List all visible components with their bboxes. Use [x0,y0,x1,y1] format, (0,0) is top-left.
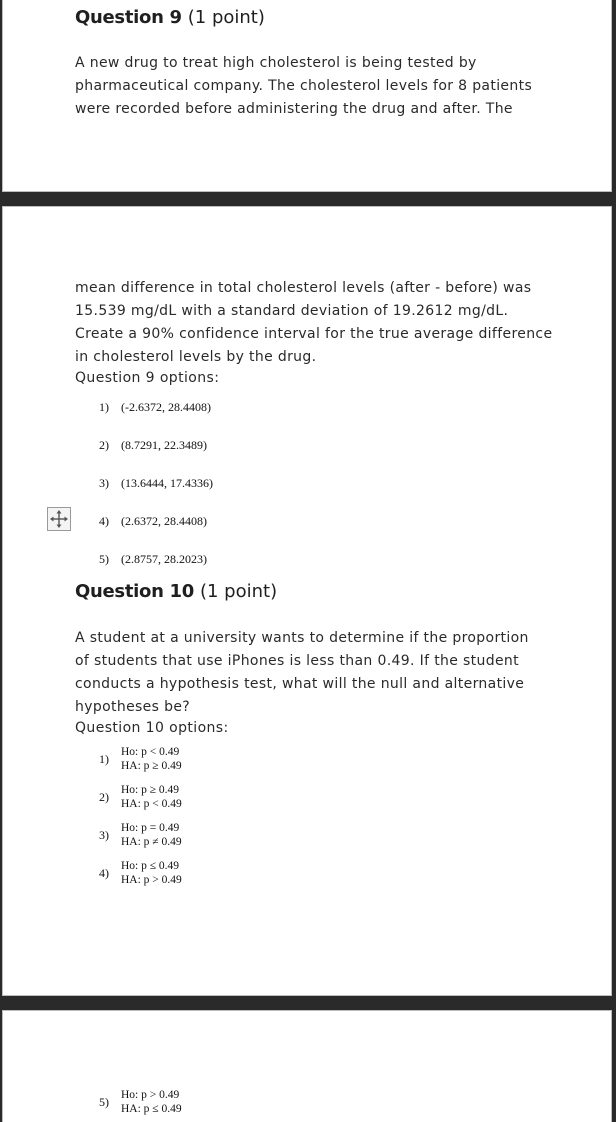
option-text: (2.8757, 28.2023) [121,552,207,566]
option-text: (2.6372, 28.4408) [121,514,207,528]
move-icon[interactable] [47,507,71,531]
alternative-hypothesis: HA: p ≥ 0.49 [121,760,182,772]
question-9-option-3[interactable] [99,476,213,491]
option-number: 2) [99,790,109,804]
null-hypothesis: Ho: p > 0.49 [121,1089,180,1101]
question-9-option-1[interactable] [99,400,211,415]
question-9-title: Question 9 [75,7,182,28]
option-number: 3) [99,476,109,490]
question-10-text: A student at a university wants to determine if the proportion of students that use iPhones is less than 0.49. If the student conducts a hypothesis test, what will the null and alternative hypotheses be? [75,630,529,715]
alternative-hypothesis: HA: p ≤ 0.49 [121,1103,182,1115]
question-9-points: (1 point) [187,7,265,28]
alternative-hypothesis: HA: p < 0.49 [121,798,182,810]
null-hypothesis: Ho: p ≥ 0.49 [121,784,180,796]
option-text: (13.6444, 17.4336) [121,476,213,490]
question-9-heading [75,7,265,28]
question-9-option-4[interactable] [99,514,207,529]
option-number: 5) [99,552,109,566]
question-10-panel-bottom [2,1010,612,1122]
question-9-text-part1: A new drug to treat high cholesterol is being tested by pharmaceutical company. The cholesterol levels for 8 patients were recorded before administering the drug and after. The [75,55,533,117]
move-arrows-svg [48,508,70,530]
question-9-options-label: Question 9 options: [75,370,220,386]
option-text: (-2.6372, 28.4408) [121,400,211,414]
question-panel-main [2,206,612,996]
option-number: 1) [99,752,109,766]
null-hypothesis: Ho: p = 0.49 [121,822,180,834]
null-hypothesis: Ho: p ≤ 0.49 [121,860,180,872]
alternative-hypothesis: HA: p ≠ 0.49 [121,836,182,848]
option-number: 1) [99,400,109,414]
question-9-option-2[interactable] [99,438,207,453]
question-9-text-part2: mean difference in total cholesterol levels (after - before) was 15.539 mg/dL with a standard deviation of 19.2612 mg/dL. Create a 90% confidence interval for the true average difference in cholesterol levels by the drug. [75,280,553,365]
question-10-title: Question 10 [75,581,195,602]
option-number: 2) [99,438,109,452]
question-9-panel-top [2,0,612,192]
option-number: 5) [99,1095,109,1109]
option-number: 3) [99,828,109,842]
question-9-option-5[interactable] [99,552,207,567]
question-10-options-label: Question 10 options: [75,720,229,736]
alternative-hypothesis: HA: p > 0.49 [121,874,182,886]
question-10-heading [75,581,277,602]
null-hypothesis: Ho: p < 0.49 [121,746,180,758]
question-10-points: (1 point) [199,581,278,602]
option-number: 4) [99,514,109,528]
option-text: (8.7291, 22.3489) [121,438,207,452]
option-number: 4) [99,866,109,880]
